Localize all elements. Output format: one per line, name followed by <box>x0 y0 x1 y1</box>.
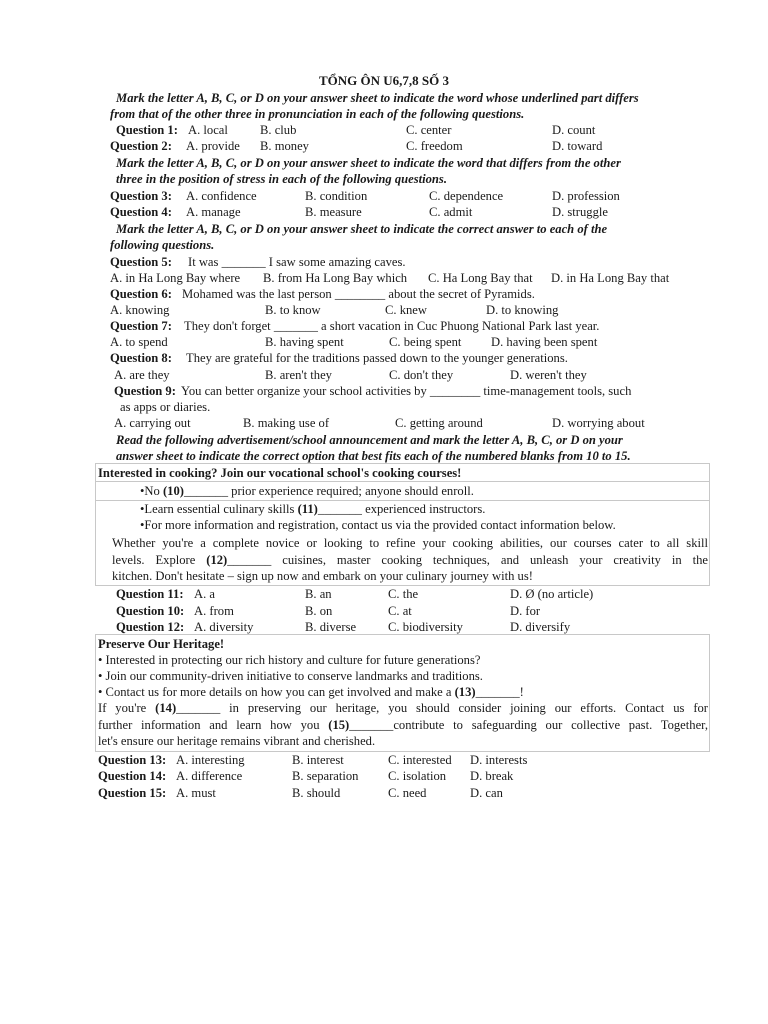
question-2-label: Question 2: <box>110 139 172 153</box>
question-6-option-d[interactable]: D. to knowing <box>486 303 559 317</box>
question-2-option-d[interactable]: D. toward <box>552 139 603 153</box>
question-3-option-c[interactable]: C. dependence <box>429 189 504 203</box>
question-15-option-c[interactable]: C. need <box>388 786 427 800</box>
question-6-stem: Mohamed was the last person ________ about the secret of Pyramids. <box>182 287 535 301</box>
question-13-option-b[interactable]: B. interest <box>292 753 344 767</box>
question-5-label: Question 5: <box>110 255 172 269</box>
instruction-reading-l2: answer sheet to indicate the correct option that best fits each of the numbered blanks from 10 to 15. <box>116 449 631 463</box>
question-15-option-d[interactable]: D. can <box>470 786 503 800</box>
question-4-label: Question 4: <box>110 205 172 219</box>
question-15-option-a[interactable]: A. must <box>176 786 216 800</box>
instruction-correct-answer-l1: Mark the letter A, B, C, or D on your answer sheet to indicate the correct answer to each of the <box>116 222 608 236</box>
question-7-option-c[interactable]: C. being spent <box>389 335 462 349</box>
question-6-option-c[interactable]: C. knew <box>385 303 427 317</box>
question-14-option-a[interactable]: A. difference <box>176 769 243 783</box>
question-10-option-c[interactable]: C. at <box>388 604 412 618</box>
question-1-option-b[interactable]: B. club <box>260 123 297 137</box>
question-3-label: Question 3: <box>110 189 172 203</box>
question-15-label: Question 15: <box>98 786 167 800</box>
question-12-option-d[interactable]: D. diversify <box>510 620 571 634</box>
question-2-option-c[interactable]: C. freedom <box>406 139 463 153</box>
question-10-option-d[interactable]: D. for <box>510 604 541 618</box>
question-13-option-d[interactable]: D. interests <box>470 753 528 767</box>
question-1-option-a[interactable]: A. local <box>188 123 228 137</box>
question-7-stem: They don't forget _______ a short vacation in Cuc Phuong National Park last year. <box>184 319 600 333</box>
question-8-option-c[interactable]: C. don't they <box>389 368 454 382</box>
question-5-stem: It was _______ I saw some amazing caves. <box>188 255 406 269</box>
instruction-correct-answer-l2: following questions. <box>110 238 215 252</box>
question-4-option-b[interactable]: B. measure <box>305 205 362 219</box>
cooking-ad-bullet-1: •No (10)_______ prior experience required; anyone should enroll. <box>140 484 474 498</box>
instruction-reading-l1: Read the following advertisement/school announcement and mark the letter A, B, C, or D on your <box>116 433 623 447</box>
heritage-ad-bullet-1: • Interested in protecting our rich history and culture for future generations? <box>98 653 481 667</box>
question-2-option-a[interactable]: A. provide <box>186 139 240 153</box>
question-5-option-d[interactable]: D. in Ha Long Bay that <box>551 271 670 285</box>
question-12-option-b[interactable]: B. diverse <box>305 620 357 634</box>
instruction-stress-l1: Mark the letter A, B, C, or D on your answer sheet to indicate the word that differs from the other <box>116 156 621 170</box>
question-3-option-a[interactable]: A. confidence <box>186 189 257 203</box>
heritage-ad-paragraph-l2: further information and learn how you (15)_______contribute to safeguarding our collective past. Together, <box>98 717 708 732</box>
cooking-ad-paragraph <box>112 535 708 585</box>
question-10-label: Question 10: <box>116 604 185 618</box>
question-13-option-c[interactable]: C. interested <box>388 753 452 767</box>
page-title: TỔNG ÔN U6,7,8 SỐ 3 <box>318 73 449 88</box>
question-1-label: Question 1: <box>116 123 178 137</box>
heritage-ad-paragraph-l3: let's ensure our heritage remains vibrant and cherished. <box>98 734 376 748</box>
instruction-pronunciation-l2: from that of the other three in pronunciation in each of the following questions. <box>110 107 525 121</box>
question-6-option-a[interactable]: A. knowing <box>110 303 170 317</box>
question-12-label: Question 12: <box>116 620 185 634</box>
question-8-option-b[interactable]: B. aren't they <box>265 368 332 382</box>
question-7-option-b[interactable]: B. having spent <box>265 335 344 349</box>
question-12-option-a[interactable]: A. diversity <box>194 620 254 634</box>
question-5-option-b[interactable]: B. from Ha Long Bay which <box>263 271 408 285</box>
question-8-option-d[interactable]: D. weren't they <box>510 368 587 382</box>
instruction-pronunciation-l1: Mark the letter A, B, C, or D on your answer sheet to indicate the word whose underlined part differs <box>116 91 639 105</box>
question-11-option-a[interactable]: A. a <box>194 587 215 601</box>
cooking-ad-title: Interested in cooking? Join our vocational school's cooking courses! <box>98 466 462 480</box>
question-4-option-c[interactable]: C. admit <box>429 205 473 219</box>
heritage-ad-bullet-3: • Contact us for more details on how you can get involved and make a (13)_______! <box>98 685 524 699</box>
question-8-stem: They are grateful for the traditions passed down to the younger generations. <box>186 351 568 365</box>
question-9-stem: You can better organize your school activities by ________ time-management tools, such <box>181 384 632 398</box>
question-6-option-b[interactable]: B. to know <box>265 303 321 317</box>
question-1-option-d[interactable]: D. count <box>552 123 596 137</box>
question-13-option-a[interactable]: A. interesting <box>176 753 245 767</box>
question-12-option-c[interactable]: C. biodiversity <box>388 620 463 634</box>
question-8-label: Question 8: <box>110 351 172 365</box>
question-4-option-d[interactable]: D. struggle <box>552 205 608 219</box>
question-14-label: Question 14: <box>98 769 167 783</box>
question-9-label: Question 9: <box>114 384 176 398</box>
question-3-option-d[interactable]: D. profession <box>552 189 620 203</box>
instruction-stress-l2: three in the position of stress in each of the following questions. <box>116 172 447 186</box>
question-9-option-b[interactable]: B. making use of <box>243 416 330 430</box>
question-9-stem-cont: as apps or diaries. <box>120 400 211 414</box>
question-11-option-b[interactable]: B. an <box>305 587 332 601</box>
cooking-ad-bullet-2: •Learn essential culinary skills (11)_______ experienced instructors. <box>140 502 486 516</box>
question-13-label: Question 13: <box>98 753 167 767</box>
heritage-ad-paragraph <box>98 700 708 750</box>
question-11-option-d[interactable]: D. Ø (no article) <box>510 587 594 601</box>
question-11-label: Question 11: <box>116 587 184 601</box>
question-14-option-b[interactable]: B. separation <box>292 769 359 783</box>
question-8-option-a[interactable]: A. are they <box>114 368 170 382</box>
heritage-ad-title: Preserve Our Heritage! <box>98 637 225 651</box>
question-4-option-a[interactable]: A. manage <box>186 205 241 219</box>
question-1-option-c[interactable]: C. center <box>406 123 452 137</box>
question-7-option-d[interactable]: D. having been spent <box>491 335 598 349</box>
cooking-ad-paragraph-l2: levels. Explore (12)_______ cuisines, master cooking techniques, and unleash your creativity in the <box>112 552 709 567</box>
cooking-ad-paragraph-l3: kitchen. Don't hesitate – sign up now and embark on your culinary journey with us! <box>112 569 533 583</box>
heritage-ad-paragraph-l1: If you're (14)_______ in preserving our heritage, you should consider joining our efforts. Contact us for <box>98 701 709 715</box>
question-14-option-d[interactable]: D. break <box>470 769 514 783</box>
question-2-option-b[interactable]: B. money <box>260 139 309 153</box>
heritage-ad-bullet-2: • Join our community-driven initiative to conserve landmarks and traditions. <box>98 669 483 683</box>
question-9-option-c[interactable]: C. getting around <box>395 416 483 430</box>
question-5-option-a[interactable]: A. in Ha Long Bay where <box>110 271 241 285</box>
cooking-ad-bullet-3: •For more information and registration, contact us via the provided contact information below. <box>140 518 616 532</box>
question-10-option-a[interactable]: A. from <box>194 604 234 618</box>
question-9-option-d[interactable]: D. worrying about <box>552 416 645 430</box>
question-11-option-c[interactable]: C. the <box>388 587 419 601</box>
question-5-option-c[interactable]: C. Ha Long Bay that <box>428 271 533 285</box>
question-15-option-b[interactable]: B. should <box>292 786 341 800</box>
cooking-ad-paragraph-l1: Whether you're a complete novice or looking to refine your cooking abilities, our courses cater to all skill <box>112 536 708 550</box>
question-9-option-a[interactable]: A. carrying out <box>114 416 191 430</box>
question-10-option-b[interactable]: B. on <box>305 604 333 618</box>
question-7-option-a[interactable]: A. to spend <box>110 335 168 349</box>
question-7-label: Question 7: <box>110 319 172 333</box>
question-6-label: Question 6: <box>110 287 172 301</box>
question-14-option-c[interactable]: C. isolation <box>388 769 447 783</box>
question-3-option-b[interactable]: B. condition <box>305 189 368 203</box>
